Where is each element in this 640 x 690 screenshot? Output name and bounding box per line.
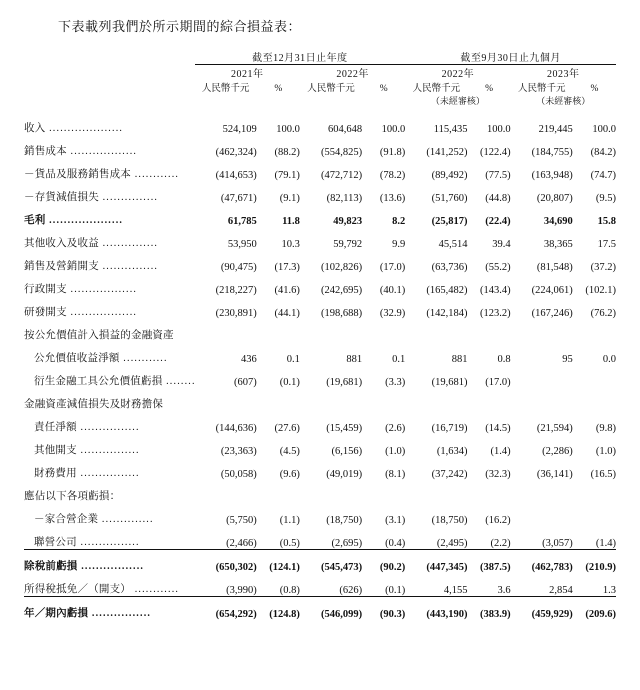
cell-amount: (141,252) xyxy=(426,147,468,158)
cell-amount: (50,058) xyxy=(220,469,257,480)
cell-amount xyxy=(195,388,257,411)
cell-amount xyxy=(511,480,573,503)
cell-percent: (40.1) xyxy=(379,285,406,296)
cell-percent: (55.2) xyxy=(485,262,511,273)
cell-amount: (654,292) xyxy=(195,597,257,621)
cell-amount: (20,807) xyxy=(536,193,573,204)
cell-percent: 1.3 xyxy=(602,585,616,596)
unit-header-2: % xyxy=(274,84,283,94)
cell-percent: (79.1) xyxy=(274,170,300,181)
table-row xyxy=(24,550,616,574)
cell-percent: 100.0 xyxy=(276,124,300,135)
cell-amount: 59,792 xyxy=(333,239,363,250)
table-row xyxy=(24,342,616,365)
cell-percent xyxy=(257,388,300,411)
cell-amount: (443,190) xyxy=(405,597,467,621)
cell-amount: (81,548) xyxy=(536,262,573,273)
year-header-2022: 2022年 xyxy=(336,69,369,80)
cell-amount xyxy=(405,388,467,411)
cell-percent: (123.2) xyxy=(479,308,511,319)
cell-percent: 3.6 xyxy=(497,585,511,596)
cell-percent: 0.8 xyxy=(497,354,511,365)
cell-amount: (90,475) xyxy=(220,262,257,273)
year-header-2023-interim: 2023年 xyxy=(547,69,580,80)
cell-percent: (74.7) xyxy=(590,170,616,181)
cell-amount: (142,184) xyxy=(426,308,468,319)
table-row xyxy=(24,181,616,204)
cell-amount: 95 xyxy=(562,354,573,365)
cell-percent: 10.3 xyxy=(281,239,300,250)
cell-percent: 100.0 xyxy=(486,124,511,135)
unit-header-5: 人民幣千元 xyxy=(412,84,461,94)
cell-amount: (545,473) xyxy=(300,550,362,574)
cell-amount: 61,785 xyxy=(227,216,257,227)
cell-percent: (0.1) xyxy=(385,585,406,596)
cell-amount: (650,302) xyxy=(195,550,257,574)
unit-header-7: 人民幣千元 xyxy=(517,84,566,94)
cell-amount xyxy=(195,480,257,503)
cell-percent: (1.1) xyxy=(279,515,300,526)
cell-amount: (25,817) xyxy=(431,216,468,227)
cell-amount: (47,671) xyxy=(220,193,257,204)
cell-amount: (459,929) xyxy=(511,597,573,621)
cell-amount: (546,099) xyxy=(300,597,362,621)
cell-amount: (218,227) xyxy=(215,285,257,296)
row-label: 其他開支 ................ xyxy=(34,445,140,456)
cell-percent xyxy=(573,388,616,411)
table-header xyxy=(24,49,616,112)
row-label: 其他收入及收益 ............... xyxy=(24,238,159,249)
table-row xyxy=(24,503,616,526)
row-label: －存貨減值損失 ............... xyxy=(24,192,159,203)
group-header-row xyxy=(24,49,616,65)
cell-percent: (9.8) xyxy=(595,423,616,434)
cell-percent: (16.2) xyxy=(485,515,511,526)
cell-amount: (16,719) xyxy=(431,423,468,434)
cell-amount: 436 xyxy=(241,354,257,365)
table-row xyxy=(24,319,616,342)
cell-percent xyxy=(573,503,616,526)
row-label: 除稅前虧損 ................. xyxy=(24,550,195,574)
row-label: 研發開支 .................. xyxy=(24,307,138,318)
cell-percent: (32.3) xyxy=(485,469,511,480)
cell-percent: (8.1) xyxy=(385,469,406,480)
row-label: 收入 .................... xyxy=(24,123,124,134)
cell-percent: 0.1 xyxy=(392,354,406,365)
cell-percent: (14.5) xyxy=(485,423,511,434)
cell-amount: (2,466) xyxy=(226,538,257,549)
row-label: 衍生金融工具公允價值虧損 ........ xyxy=(34,376,196,387)
cell-percent: (210.9) xyxy=(573,550,616,574)
cell-percent: (1.4) xyxy=(490,446,511,457)
cell-percent xyxy=(257,319,300,342)
cell-percent: (387.5) xyxy=(467,550,510,574)
unit-header-6: % xyxy=(485,84,493,94)
cell-percent xyxy=(362,319,405,342)
cell-percent: (13.6) xyxy=(379,193,406,204)
cell-amount: 604,648 xyxy=(327,124,363,135)
cell-amount: (167,246) xyxy=(531,308,573,319)
cell-amount xyxy=(511,388,573,411)
cell-percent xyxy=(362,388,405,411)
cell-amount: (554,825) xyxy=(320,147,363,158)
cell-percent: (124.8) xyxy=(257,597,300,621)
row-label: 責任淨額 ................ xyxy=(34,422,140,433)
cell-amount xyxy=(511,319,573,342)
cell-amount: (626) xyxy=(339,585,363,596)
cell-percent: (88.2) xyxy=(274,147,300,158)
cell-amount: (198,688) xyxy=(320,308,363,319)
intro-paragraph: 下表載列我們於所示期間的綜合損益表： xyxy=(58,19,302,34)
cell-amount: (163,948) xyxy=(531,170,573,181)
row-label: 財務費用 ................ xyxy=(34,468,140,479)
cell-percent: (102.1) xyxy=(585,285,616,296)
table-row xyxy=(24,573,616,597)
cell-percent: (0.5) xyxy=(279,538,300,549)
table-row xyxy=(24,388,616,411)
audit-note-2022: （未經審核） xyxy=(430,96,485,106)
cell-amount: (3,057) xyxy=(542,538,573,549)
cell-percent: (17.0) xyxy=(485,377,511,388)
cell-amount: (102,826) xyxy=(320,262,363,273)
cell-amount xyxy=(300,319,362,342)
cell-percent: 17.5 xyxy=(597,239,616,250)
cell-amount: 115,435 xyxy=(433,124,468,135)
cell-amount: (5,750) xyxy=(226,515,257,526)
cell-percent: 8.2 xyxy=(392,216,406,227)
cell-amount: (2,495) xyxy=(436,538,468,549)
cell-percent: (124.1) xyxy=(257,550,300,574)
cell-percent: 100.0 xyxy=(381,124,406,135)
cell-amount: (472,712) xyxy=(320,170,363,181)
cell-percent: (1.0) xyxy=(595,446,616,457)
cell-percent: (77.5) xyxy=(485,170,511,181)
cell-amount: 49,823 xyxy=(333,216,363,227)
row-label: 所得稅抵免／（開支） ............ xyxy=(24,584,180,595)
cell-amount: (19,681) xyxy=(326,377,363,388)
unit-header-4: % xyxy=(379,84,388,94)
year-header-row xyxy=(24,65,616,81)
cell-percent xyxy=(467,388,510,411)
table-row xyxy=(24,526,616,550)
cell-percent xyxy=(362,480,405,503)
cell-amount: 53,950 xyxy=(227,239,257,250)
cell-percent: (32.9) xyxy=(379,308,406,319)
cell-percent: 0.0 xyxy=(602,354,616,365)
audit-note-2023: （未經審核） xyxy=(536,96,591,106)
cell-amount: 2,854 xyxy=(549,585,573,596)
cell-percent: 100.0 xyxy=(592,124,616,135)
row-label: 聯營公司 ................ xyxy=(34,537,140,548)
table-row xyxy=(24,411,616,434)
cell-percent: (2.2) xyxy=(490,538,511,549)
cell-percent xyxy=(573,365,616,388)
cell-percent: 0.1 xyxy=(286,354,300,365)
cell-amount: (18,750) xyxy=(431,515,468,526)
row-label: 行政開支 .................. xyxy=(24,284,138,295)
cell-amount: (6,156) xyxy=(331,446,363,457)
cell-percent: (2.6) xyxy=(385,423,406,434)
table-row xyxy=(24,480,616,503)
group-header-annual: 截至12月31日止年度 xyxy=(195,49,406,65)
cell-percent: (1.0) xyxy=(385,446,406,457)
cell-amount xyxy=(300,388,362,411)
cell-amount: 34,690 xyxy=(543,216,573,227)
row-label: 按公允價值計入損益的金融資產 xyxy=(24,330,174,341)
cell-percent: 9.9 xyxy=(392,239,406,250)
cell-percent: (9.5) xyxy=(595,193,616,204)
cell-percent: (37.2) xyxy=(590,262,616,273)
unit-header-1: 人民幣千元 xyxy=(201,84,250,94)
row-label: 應佔以下各項虧損： xyxy=(24,491,121,502)
year-header-2022-interim: 2022年 xyxy=(441,69,475,80)
cell-percent: (90.3) xyxy=(362,597,405,621)
cell-percent xyxy=(257,480,300,503)
cell-amount: (184,755) xyxy=(531,147,573,158)
cell-percent: (122.4) xyxy=(479,147,511,158)
cell-amount: (230,891) xyxy=(215,308,257,319)
cell-percent: (91.8) xyxy=(379,147,406,158)
cell-percent: (4.5) xyxy=(279,446,300,457)
cell-percent: (76.2) xyxy=(590,308,616,319)
cell-percent: (44.1) xyxy=(274,308,300,319)
table-row xyxy=(24,135,616,158)
cell-amount: (18,750) xyxy=(326,515,363,526)
group-header-interim: 截至9月30日止九個月 xyxy=(405,49,616,65)
table-row xyxy=(24,227,616,250)
cell-percent: (9.6) xyxy=(279,469,300,480)
cell-percent: (383.9) xyxy=(467,597,510,621)
cell-amount: (224,061) xyxy=(531,285,573,296)
cell-amount xyxy=(511,365,573,388)
audit-note-row xyxy=(24,94,616,107)
cell-amount: (89,492) xyxy=(431,170,468,181)
row-label: 金融資產減值損失及財務擔保 xyxy=(24,399,164,410)
cell-percent: (209.6) xyxy=(573,597,616,621)
cell-amount: (414,653) xyxy=(215,170,257,181)
cell-percent: (17.0) xyxy=(379,262,406,273)
cell-percent: (143.4) xyxy=(479,285,511,296)
cell-amount: (37,242) xyxy=(431,469,468,480)
row-label: －貨品及服務銷售成本 ............ xyxy=(24,169,180,180)
cell-amount: (19,681) xyxy=(431,377,468,388)
cell-amount: (51,760) xyxy=(431,193,468,204)
unit-header-row xyxy=(24,80,616,94)
cell-percent: (3.1) xyxy=(385,515,406,526)
cell-amount: (607) xyxy=(234,377,257,388)
cell-amount: (49,019) xyxy=(326,469,363,480)
cell-amount: (3,990) xyxy=(226,585,257,596)
row-label: 公允價值收益淨額 ............ xyxy=(34,353,168,364)
cell-amount xyxy=(195,319,257,342)
cell-percent: (0.4) xyxy=(385,538,406,549)
table-body xyxy=(24,112,616,620)
year-header-2021: 2021年 xyxy=(230,69,264,80)
table-row xyxy=(24,204,616,227)
cell-amount: (82,113) xyxy=(326,193,363,204)
cell-percent: 39.4 xyxy=(492,239,511,250)
table-row xyxy=(24,457,616,480)
cell-percent: (17.3) xyxy=(274,262,300,273)
cell-percent: (44.8) xyxy=(485,193,511,204)
cell-amount: 45,514 xyxy=(438,239,468,250)
cell-amount: 881 xyxy=(451,354,468,365)
table-row xyxy=(24,434,616,457)
cell-amount xyxy=(300,480,362,503)
cell-amount: (2,286) xyxy=(542,446,573,457)
table-row xyxy=(24,273,616,296)
cell-percent: (9.1) xyxy=(279,193,300,204)
table-row xyxy=(24,158,616,181)
cell-percent: 11.8 xyxy=(282,216,300,227)
table-row xyxy=(24,250,616,273)
unit-header-8: % xyxy=(590,84,599,94)
cell-amount: (447,345) xyxy=(405,550,467,574)
cell-amount xyxy=(405,319,467,342)
cell-amount xyxy=(511,503,573,526)
cell-amount: (144,636) xyxy=(215,423,257,434)
table-row xyxy=(24,365,616,388)
cell-percent: (3.3) xyxy=(385,377,406,388)
cell-amount: (36,141) xyxy=(536,469,573,480)
cell-amount: (23,363) xyxy=(220,446,257,457)
cell-percent: (78.2) xyxy=(379,170,406,181)
cell-amount: (462,783) xyxy=(511,550,573,574)
cell-percent: 15.8 xyxy=(597,216,616,227)
cell-percent: (90.2) xyxy=(362,550,405,574)
cell-percent: (1.4) xyxy=(595,538,616,549)
cell-amount: (462,324) xyxy=(215,147,257,158)
cell-amount xyxy=(405,480,467,503)
row-label: 銷售及營銷開支 ............... xyxy=(24,261,159,272)
unit-header-3: 人民幣千元 xyxy=(307,84,355,94)
cell-percent xyxy=(573,319,616,342)
cell-percent: (84.2) xyxy=(590,147,616,158)
cell-amount: 524,109 xyxy=(222,124,257,135)
table-row xyxy=(24,597,616,621)
cell-percent: (41.6) xyxy=(274,285,300,296)
financial-statement-table xyxy=(24,49,616,620)
cell-amount: (242,695) xyxy=(320,285,363,296)
row-label: 銷售成本 .................. xyxy=(24,146,138,157)
cell-amount: (1,634) xyxy=(436,446,468,457)
cell-percent: (22.4) xyxy=(485,216,511,227)
cell-percent xyxy=(467,480,510,503)
cell-percent: (0.8) xyxy=(279,585,300,596)
row-label: 年／期內虧損 ................ xyxy=(24,597,195,621)
cell-amount: 4,155 xyxy=(443,585,468,596)
cell-amount: (21,594) xyxy=(536,423,573,434)
cell-percent xyxy=(467,319,510,342)
cell-amount: (2,695) xyxy=(331,538,363,549)
table-row xyxy=(24,296,616,319)
cell-amount: (15,459) xyxy=(326,423,363,434)
cell-amount: 38,365 xyxy=(543,239,573,250)
cell-amount: 881 xyxy=(346,354,363,365)
cell-percent: (27.6) xyxy=(274,423,300,434)
cell-amount: (63,736) xyxy=(431,262,468,273)
cell-amount: 219,445 xyxy=(538,124,573,135)
row-label: 毛利 .................... xyxy=(24,215,124,226)
cell-percent xyxy=(573,480,616,503)
row-label: －家合營企業 .............. xyxy=(34,514,154,525)
cell-percent: (0.1) xyxy=(279,377,300,388)
cell-percent: (16.5) xyxy=(590,469,616,480)
table-row xyxy=(24,112,616,135)
cell-amount: (165,482) xyxy=(426,285,468,296)
